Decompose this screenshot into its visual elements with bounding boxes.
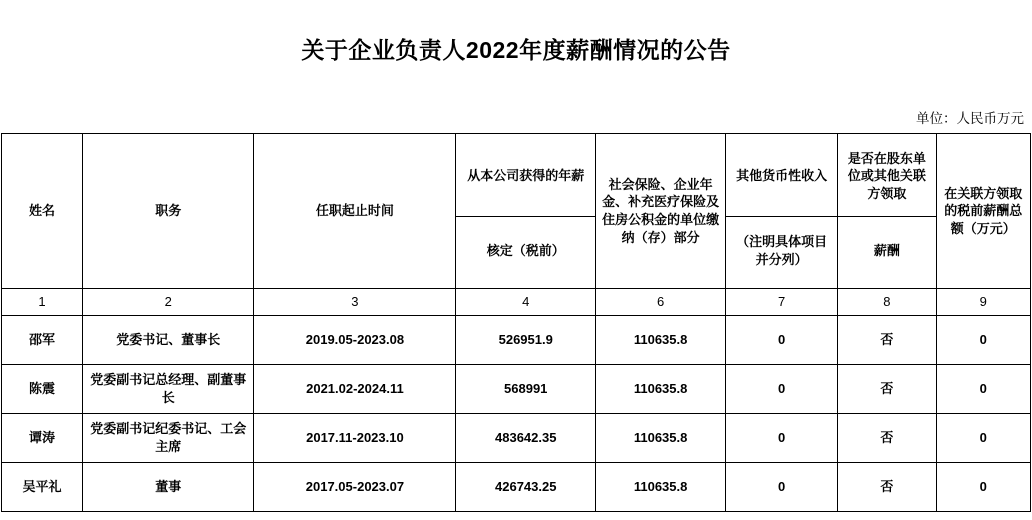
cell-salary: 568991: [456, 365, 596, 414]
header-salary-bottom-label: 核定（税前）: [486, 243, 565, 259]
header-salary-top-label: 从本公司获得的年薪: [467, 168, 585, 184]
cell-name: 谭涛: [2, 414, 83, 463]
column-number: 1: [2, 289, 83, 316]
cell-name: 吴平礼: [2, 463, 83, 512]
cell-social: 110635.8: [595, 316, 725, 365]
salary-table: [1, 133, 1031, 512]
unit-note: 单位：人民币万元: [916, 111, 1024, 126]
cell-holder: 否: [838, 463, 936, 512]
cell-social: 110635.8: [595, 463, 725, 512]
cell-related: 0: [936, 414, 1030, 463]
cell-post: 党委书记、董事长: [83, 316, 254, 365]
cell-salary: 426743.25: [456, 463, 596, 512]
column-number: 6: [595, 289, 725, 316]
cell-related: 0: [936, 365, 1030, 414]
cell-name: 陈震: [2, 365, 83, 414]
cell-name: 邵军: [2, 316, 83, 365]
header-period: [254, 134, 456, 289]
cell-social: 110635.8: [595, 365, 725, 414]
cell-related: 0: [936, 463, 1030, 512]
column-number-row: [2, 289, 1031, 316]
header-holder-top-label: 是否在股东单位或其他关联方领取: [847, 150, 926, 201]
header-other-bottom-label: （注明具体项目并分列）: [736, 234, 828, 267]
column-number: 9: [936, 289, 1030, 316]
header-post-label: 职务: [155, 203, 182, 219]
header-salary: [456, 134, 596, 289]
header-other-top-label: 其他货币性收入: [736, 168, 828, 184]
column-number: 7: [726, 289, 838, 316]
cell-other: 0: [726, 316, 838, 365]
header-social-label: 社会保险、企业年金、补充医疗保险及住房公积金的单位缴纳（存）部分: [602, 176, 720, 245]
cell-post: 党委副书记纪委书记、工会主席: [83, 414, 254, 463]
cell-post: 党委副书记总经理、副董事长: [83, 365, 254, 414]
cell-period: 2019.05-2023.08: [254, 316, 456, 365]
table-row: [2, 365, 1031, 414]
page-title: 关于企业负责人2022年度薪酬情况的公告: [301, 37, 731, 63]
cell-holder: 否: [838, 316, 936, 365]
cell-other: 0: [726, 414, 838, 463]
table-header-row: [2, 134, 1031, 289]
cell-period: 2021.02-2024.11: [254, 365, 456, 414]
header-period-label: 任职起止时间: [315, 203, 394, 219]
cell-related: 0: [936, 316, 1030, 365]
cell-salary: 483642.35: [456, 414, 596, 463]
column-number: 8: [838, 289, 936, 316]
header-name-label: 姓名: [29, 203, 56, 219]
header-name: [2, 134, 83, 289]
column-number: 4: [456, 289, 596, 316]
header-holder-bottom-label: 薪酬: [873, 243, 900, 259]
cell-period: 2017.11-2023.10: [254, 414, 456, 463]
header-shareholder-pay: [838, 134, 936, 289]
cell-salary: 526951.9: [456, 316, 596, 365]
table-row: [2, 463, 1031, 512]
header-social: [595, 134, 725, 289]
header-related-label: 在关联方领取的税前薪酬总额（万元）: [944, 185, 1023, 236]
column-number: 2: [83, 289, 254, 316]
cell-other: 0: [726, 365, 838, 414]
cell-post: 董事: [83, 463, 254, 512]
cell-holder: 否: [838, 365, 936, 414]
cell-other: 0: [726, 463, 838, 512]
cell-holder: 否: [838, 414, 936, 463]
column-number: 3: [254, 289, 456, 316]
table-row: [2, 414, 1031, 463]
header-post: [83, 134, 254, 289]
cell-social: 110635.8: [595, 414, 725, 463]
cell-period: 2017.05-2023.07: [254, 463, 456, 512]
table-row: [2, 316, 1031, 365]
header-related-total: [936, 134, 1030, 289]
header-other-income: [726, 134, 838, 289]
